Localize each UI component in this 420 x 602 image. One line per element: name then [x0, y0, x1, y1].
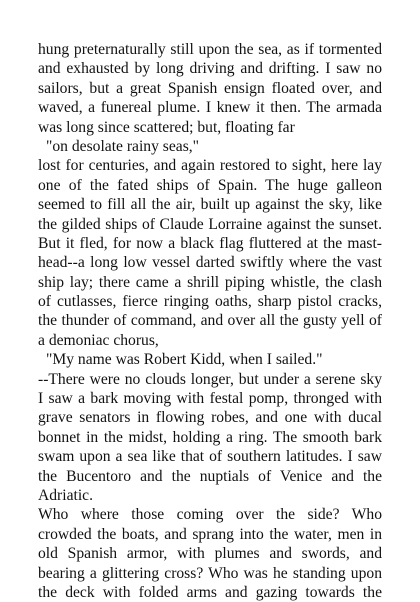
text-line-25: Who where those coming over the side? Who — [38, 506, 382, 524]
text-line-29: the deck with folded arms and gazing towards the — [38, 583, 382, 601]
text-line-12: head--a long low vessel darted swiftly where the vast — [38, 254, 382, 272]
text-line-26: crowded the boats, and sprang into the water, men in — [38, 525, 382, 543]
text-line-27: old Spanish armor, with plumes and swords, and — [38, 545, 382, 563]
text-line-15: the thunder of command, and over all the gusty yell of — [38, 312, 382, 330]
text-line-2: and exhausted by long driving and drifting. I saw no — [38, 60, 382, 78]
text-line-10: the gilded ships of Claude Lorraine against the sunset. — [38, 215, 382, 233]
text-line-1: hung preternaturally still upon the sea, as if tormented — [38, 41, 382, 58]
text-line-11: But it fled, for now a black flag fluttered at the mast- — [38, 234, 382, 252]
text-line-3: sailors, but a great Spanish ensign floated over, and — [38, 79, 382, 97]
text-line-4: waved, a funereal plume. I knew it then. The armada — [38, 99, 382, 117]
text-line-13: ship lay; there came a shrill piping whistle, the clash — [38, 273, 382, 291]
text-line-20: grave senators in flowing robes, and one with ducal — [38, 409, 382, 427]
text-line-28: bearing a glittering cross? Who was he standing upon — [38, 564, 382, 582]
quotation-line-2: "My name was Robert Kidd, when I sailed." — [46, 351, 323, 369]
text-line-19: I saw a bark moving with festal pomp, thronged with — [38, 390, 382, 408]
text-line-16: a demoniac chorus, — [38, 331, 159, 349]
quotation-line-1: "on desolate rainy seas," — [46, 137, 200, 155]
text-line-9: seemed to fill all the air, built up against the sky, like — [38, 196, 382, 214]
text-line-18: --There were no clouds longer, but under a serene sky — [38, 370, 382, 388]
text-line-23: the Bucentoro and the nuptials of Venice and the — [38, 467, 382, 485]
page-text — [38, 40, 382, 602]
text-line-21: bonnet in the midst, holding a ring. The smooth bark — [38, 428, 382, 446]
text-line-8: one of the fated ships of Spain. The huge galleon — [38, 176, 382, 194]
text-line-14: of cutlasses, fierce ringing oaths, sharp pistol cracks, — [38, 293, 382, 311]
text-line-7: lost for centuries, and again restored to sight, here lay — [38, 157, 382, 175]
text-line-24: Adriatic. — [38, 486, 93, 504]
text-line-5: was long since scattered; but, floating far — [38, 118, 295, 136]
text-line-22: swam upon a sea like that of southern latitudes. I saw — [38, 448, 382, 466]
